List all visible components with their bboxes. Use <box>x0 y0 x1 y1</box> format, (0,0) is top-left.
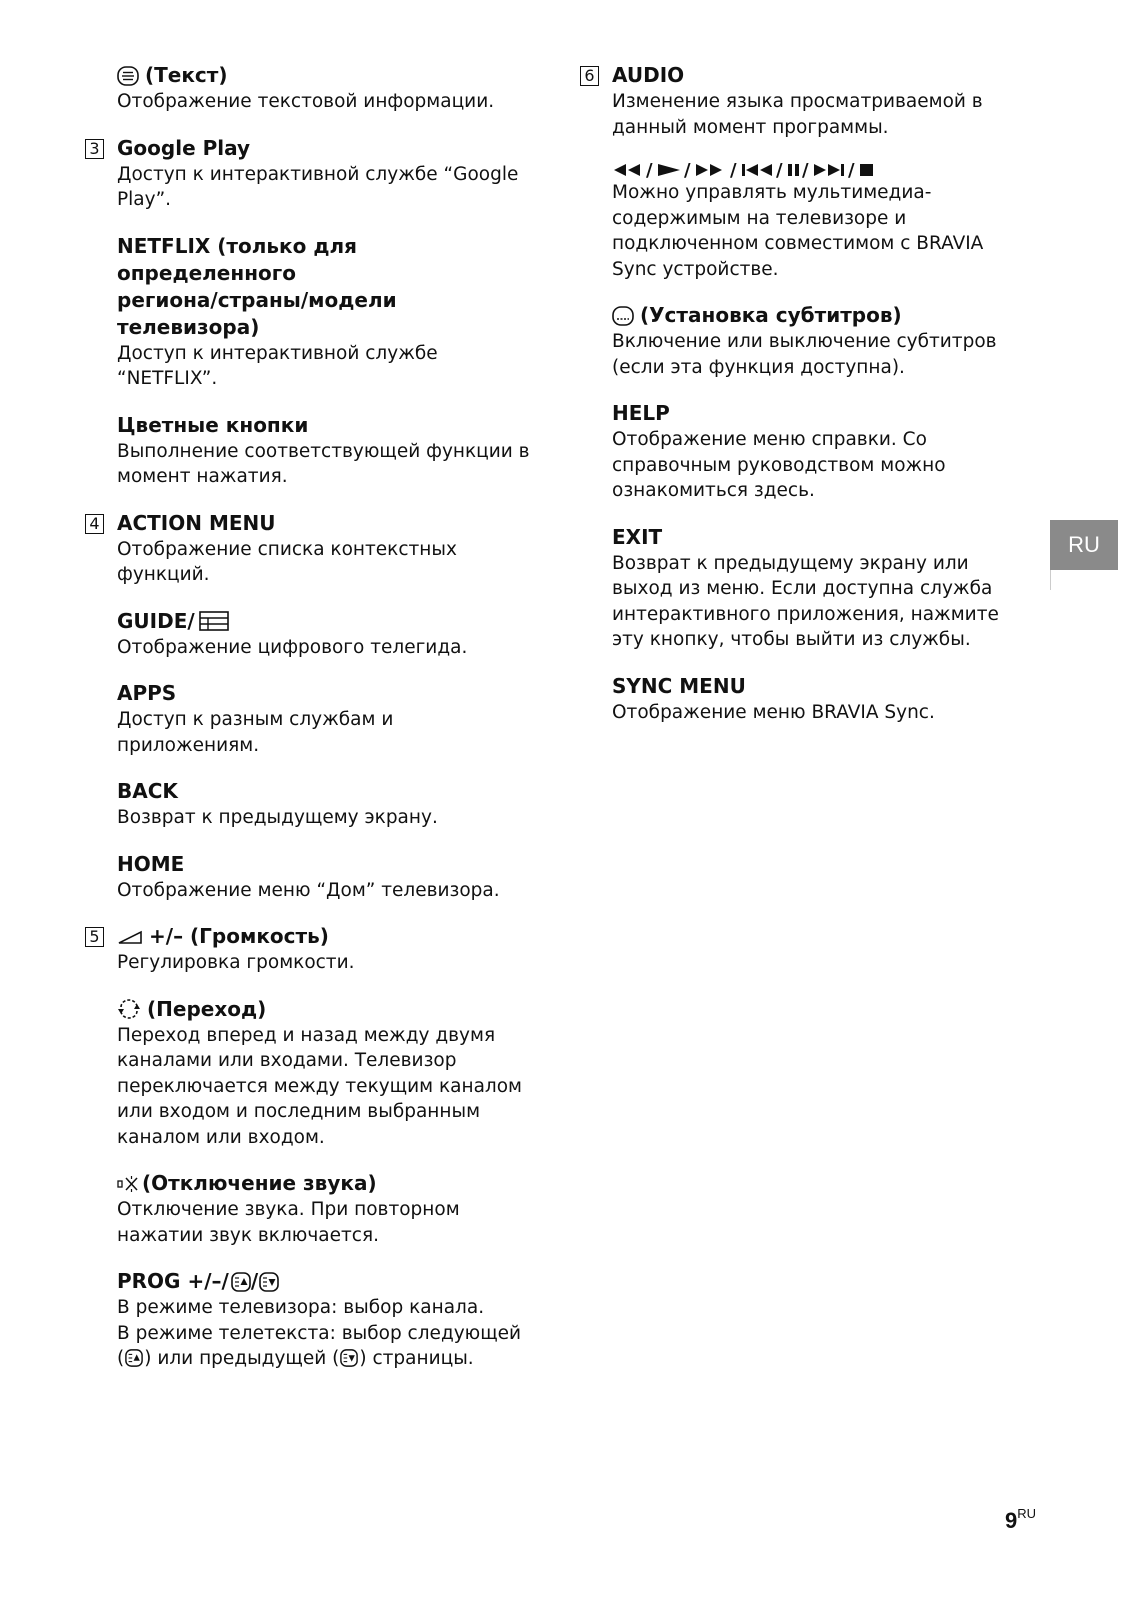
entry-title: Цветные кнопки <box>117 412 309 437</box>
entry-audio <box>584 62 1012 140</box>
entry-exit <box>612 524 1012 653</box>
entry-help <box>612 400 1012 504</box>
entry-desc-line: каналами или входами. Телевизор <box>117 1050 457 1071</box>
entry-desc-line: Отображение текстовой информации. <box>117 91 495 112</box>
entry-title: PROG +/–/ <box>117 1269 229 1293</box>
entry-title: (Установка субтитров) <box>640 303 902 327</box>
entry-desc-line: выход из меню. Если доступна служба <box>612 578 993 599</box>
entry-text <box>117 62 537 115</box>
entry-title: (Отключение звука) <box>142 1171 377 1195</box>
mute-icon <box>117 1174 139 1194</box>
entry-desc-line: Доступ к интерактивной службе “NETFLIX”. <box>117 342 438 389</box>
entry-desc-line: Доступ к интерактивной службе “Google <box>117 163 519 185</box>
page-number-value: 9 <box>1005 1508 1018 1533</box>
entry-desc-line: Sync устройстве. <box>612 258 779 280</box>
entry-desc-line: Play”. <box>117 189 172 210</box>
left-column <box>89 62 537 1392</box>
entry-desc-line: Отображение меню “Дом” телевизора. <box>117 879 500 901</box>
entry-desc-line: подключенном совместимом с BRAVIA <box>612 233 984 254</box>
entry-netflix <box>117 233 537 392</box>
svg-text:/: / <box>776 160 783 180</box>
section-number: 6 <box>580 66 599 86</box>
entry-title: (Переход) <box>147 996 267 1021</box>
entry-desc-line: переключается между текущим каналом <box>117 1075 523 1097</box>
entry-desc-line: В режиме телевизора: выбор канала. <box>117 1297 485 1318</box>
entry-title: +/– (Громкость) <box>149 924 329 948</box>
page-up-icon <box>125 1349 143 1367</box>
svg-text:/: / <box>646 160 653 180</box>
entry-title: APPS <box>117 681 177 705</box>
entry-mute <box>117 1170 537 1248</box>
entry-desc-line: ( ) или предыдущей ( ) страницы. <box>117 1348 474 1369</box>
teletext-icon <box>117 66 139 86</box>
page-up-icon <box>231 1272 251 1292</box>
svg-text:/: / <box>730 160 737 180</box>
entry-desc-line: Выполнение соответствующей функции в <box>117 440 530 462</box>
entry-desc-line: Возврат к предыдущему экрану или <box>612 552 969 574</box>
entry-desc-line: Возврат к предыдущему экрану. <box>117 807 438 828</box>
entry-title: HOME <box>117 851 185 876</box>
entry-action-menu <box>89 510 537 588</box>
entry-apps <box>117 680 537 758</box>
entry-desc-line: справочным руководством можно <box>612 454 946 476</box>
entry-desc-line: Можно управлять мультимедиа- <box>612 182 932 203</box>
jump-icon <box>117 998 141 1020</box>
entry-title-line: телевизора) <box>117 314 260 339</box>
entry-sync-menu <box>612 673 1012 726</box>
svg-text:/: / <box>802 160 809 180</box>
entry-title: EXIT <box>612 524 663 549</box>
entry-desc-line: Отображение цифрового телегида. <box>117 636 468 658</box>
entry-desc-line: нажатии звук включается. <box>117 1224 379 1246</box>
entry-title: SYNC MENU <box>612 673 746 698</box>
entry-title: BACK <box>117 779 178 803</box>
language-tab: RU <box>1050 520 1118 570</box>
entry-prog <box>117 1268 537 1372</box>
svg-text:/: / <box>848 160 855 180</box>
entry-desc-line: Отключение звука. При повторном <box>117 1199 460 1220</box>
entry-guide <box>117 608 537 661</box>
entry-desc-line: Доступ к разным службам и <box>117 709 394 730</box>
guide-icon <box>199 611 229 631</box>
svg-text:/: / <box>684 160 691 180</box>
entry-google-play <box>89 135 537 213</box>
entry-title: GUIDE/ <box>117 608 195 633</box>
entry-desc-line: Отображение меню BRAVIA Sync. <box>612 701 935 723</box>
entry-title: (Текст) <box>145 63 228 87</box>
entry-desc-line: Переход вперед и назад между двумя <box>117 1024 496 1046</box>
entry-volume <box>89 923 537 976</box>
entry-desc-line: эту кнопку, чтобы выйти из службы. <box>612 629 971 650</box>
entry-desc-line: Включение или выключение субтитров <box>612 331 997 352</box>
entry-desc-line: или входом и последним выбранным <box>117 1101 481 1122</box>
entry-desc-line: момент нажатия. <box>117 466 288 487</box>
section-number: 5 <box>85 927 104 947</box>
page-number-suffix: RU <box>1017 1506 1037 1521</box>
subtitle-icon <box>612 306 634 326</box>
entry-desc-line: Изменение языка просматриваемой в <box>612 91 983 112</box>
entry-title-line: NETFLIX (только для определенного <box>117 233 357 285</box>
section-number: 4 <box>85 514 104 534</box>
entry-title: Google Play <box>117 135 251 160</box>
slash-separator: / <box>250 1269 259 1293</box>
page-number <box>1005 1508 1036 1534</box>
volume-icon <box>117 930 143 944</box>
entry-title: ACTION MENU <box>117 510 276 535</box>
page-down-icon <box>259 1272 279 1292</box>
entry-title-line: региона/страны/модели <box>117 287 397 312</box>
entry-color-buttons <box>117 412 537 490</box>
entry-desc-line: (если эта функция доступна). <box>612 356 905 378</box>
entry-jump <box>117 996 537 1151</box>
entry-desc-line: Отображение списка контекстных <box>117 538 457 560</box>
entry-desc-line: каналом или входом. <box>117 1126 325 1148</box>
entry-title: AUDIO <box>612 63 685 87</box>
tab-divider <box>1050 570 1051 590</box>
page-down-icon <box>340 1349 358 1367</box>
entry-desc-line: В режиме телетекста: выбор следующей <box>117 1322 522 1344</box>
entry-subtitles <box>612 302 1012 380</box>
entry-desc-line: данный момент программы. <box>612 116 889 138</box>
entry-desc-line: ознакомиться здесь. <box>612 480 815 501</box>
entry-title: HELP <box>612 401 670 425</box>
entry-desc-line: Регулировка громкости. <box>117 952 355 973</box>
entry-desc-line: содержимым на телевизоре и <box>612 207 907 229</box>
entry-home <box>117 851 537 904</box>
entry-back <box>117 778 537 831</box>
entry-desc-line: приложениям. <box>117 734 260 756</box>
section-number: 3 <box>85 139 104 159</box>
media-controls-icon <box>612 160 902 180</box>
entry-media-controls <box>612 160 1012 282</box>
right-column <box>584 62 1012 745</box>
entry-desc-line: Отображение меню справки. Со <box>612 429 927 450</box>
entry-desc-line: интерактивного приложения, нажмите <box>612 603 999 625</box>
entry-desc-line: функций. <box>117 564 210 585</box>
